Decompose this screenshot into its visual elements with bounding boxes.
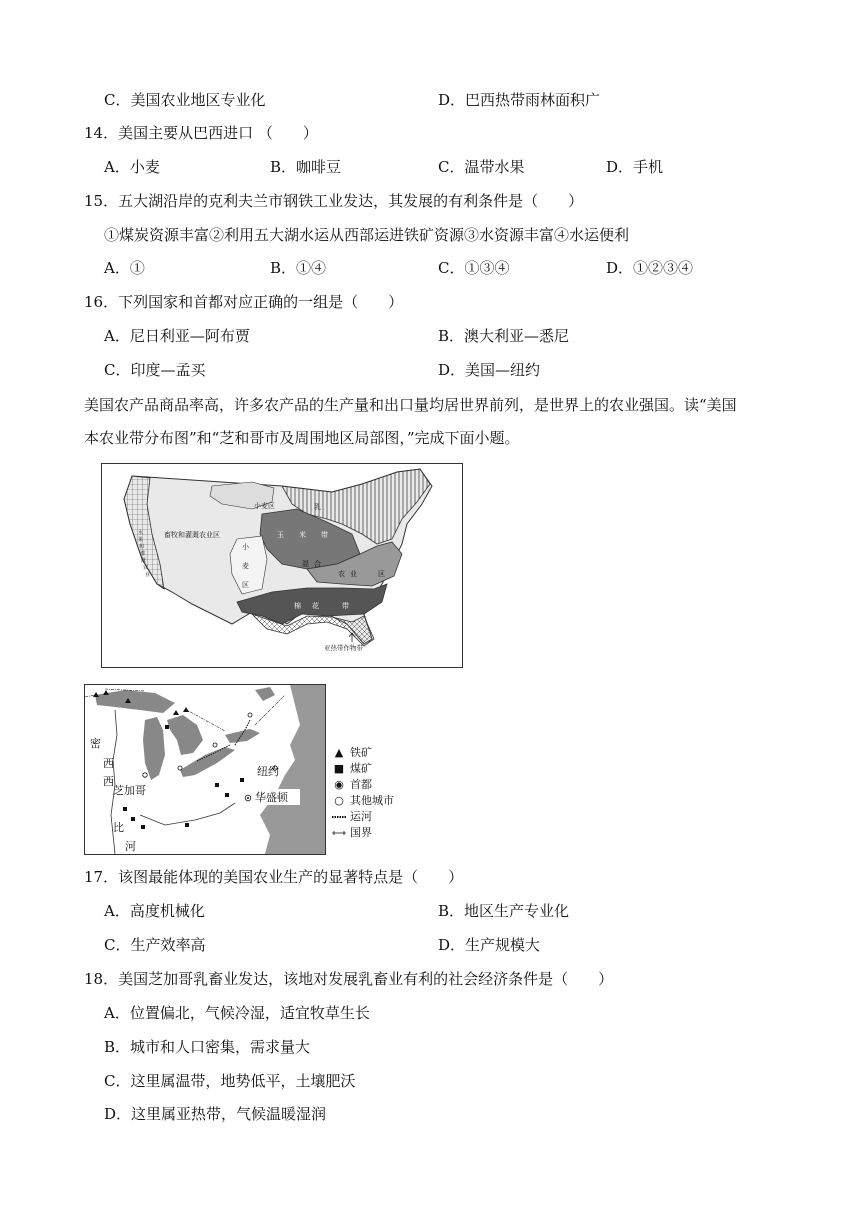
q14-option-b: B．咖啡豆 [270,158,342,176]
coal-marker [141,825,145,829]
q17-stem: 17．该图最能体现的美国农业生产的显著特点是（ ） [84,868,464,886]
label-wheat-small: 小麦区 [254,502,275,510]
label-mixed-1: 混 [302,560,309,568]
label-mixed-3: 农 [338,570,345,578]
q13-option-d: D．巴西热带雨林面积广 [438,91,601,109]
q17-option-d: D．生产规模大 [438,936,541,954]
coal-marker [240,778,244,782]
label-west-coast-7: 业 [145,572,151,578]
label-west-coast-5: 溉 [141,558,147,564]
label-cotton-2: 花 [312,602,319,610]
legend-row-capital [332,777,394,793]
q16-option-c: C．印度—孟买 [104,361,206,379]
q14-option-a: A．小麦 [104,158,160,176]
q18-option-d: D．这里属亚热带，气候温暖湿润 [104,1105,327,1123]
triangle-icon: ▲ [334,746,344,759]
label-corn-2: 米 [299,531,306,539]
label-mixed-2: 合 [314,560,321,568]
q16-option-d: D．美国—纽约 [438,361,541,379]
canal-icon [332,809,346,825]
label-mixed-4: 业 [350,570,357,578]
label-cotton-1: 棉 [294,602,301,610]
q14-stem: 14．美国主要从巴西进口 （ ） [84,124,318,142]
us-agriculture-belt-map [101,463,463,668]
q15-stem: 15．五大湖沿岸的克利夫兰市钢铁工业发达，其发展的有利条件是（ ） [84,192,584,210]
legend-label-border: 国界 [350,826,372,839]
border-icon [332,825,346,841]
q14-option-c: C．温带水果 [438,158,525,176]
city-marker [213,743,217,747]
label-mississippi-5: 河 [125,840,136,853]
q14-option-d: D．手机 [606,158,664,176]
label-mississippi-2: 西 [103,757,114,770]
q18-option-a: A．位置偏北，气候冷湿，适宜牧草生长 [104,1004,370,1022]
label-corn-1: 玉 [277,531,284,539]
label-corn-3: 带 [321,531,328,539]
label-mississippi-3: 西 [103,775,114,788]
label-wheat-big-2: 麦 [242,562,249,570]
legend-label-city: 其他城市 [350,794,394,807]
label-chicago: 芝加哥 [113,784,146,797]
label-cotton-3: 带 [342,602,349,610]
intro-line-2: 本农业带分布图”和“芝和哥市及周围地区局部图，”完成下面小题。 [84,429,520,447]
square-icon: ■ [333,762,345,775]
q15-option-c: C．①③④ [438,259,510,277]
legend-label-coal: 煤矿 [350,762,372,775]
q17-option-c: C．生产效率高 [104,936,206,954]
intro-line-1: 美国农产品商品率高，许多农产品的生产量和出口量均居世界前列，是世界上的农业强国。读“美国 [84,396,737,414]
label-mississippi-4: 比 [113,821,124,834]
label-west-coast-2: 果 [138,537,144,543]
coal-marker [185,823,189,827]
q15-conditions: ①煤炭资源丰富②利用五大湖水运从西部运进铁矿资源③水资源丰富④水运便利 [104,226,630,244]
q18-stem: 18．美国芝加哥乳畜业发达，该地对发展乳畜业有利的社会经济条件是（ ） [84,970,614,988]
q16-stem: 16．下列国家和首都对应正确的一组是（ ） [84,293,404,311]
q16-option-b: B．澳大利亚—悉尼 [438,327,570,345]
legend-row-border [332,825,394,841]
coal-marker [225,793,229,797]
label-mixed-5: 区 [378,570,385,578]
q17-option-a: A．高度机械化 [104,902,205,920]
coal-marker [215,783,219,787]
label-west-coast-6: 农 [143,565,149,571]
label-dairy: 乳 [314,503,321,511]
map-legend [332,745,394,841]
label-subtropical: 亚热带作物带 [324,644,363,652]
q16-option-a: A．尼日利亚—阿布贾 [104,327,250,345]
q15-option-d: D．①②③④ [606,259,694,277]
q15-option-a: A．① [104,259,145,277]
label-wheat-big-1: 小 [242,543,249,551]
capital-icon: ◉ [334,778,344,791]
coal-marker [131,817,135,821]
q15-option-b: B．①④ [270,259,327,277]
legend-row-city [332,793,394,809]
coal-marker [165,725,169,729]
label-newyork: 纽约 [257,765,279,778]
label-ranch: 畜牧和灌溉农业区 [164,531,220,539]
coal-marker [123,807,127,811]
city-icon: ○ [334,794,344,807]
city-marker [178,766,182,770]
label-west-coast-3: 和 [139,544,145,550]
legend-label-iron: 铁矿 [350,746,372,759]
city-marker [248,713,252,717]
label-west-coast-1: 水 [138,530,144,536]
legend-row-canal [332,809,394,825]
chicago-region-map [84,684,326,855]
legend-row-iron [332,745,394,761]
label-washington: 华盛顿 [255,791,288,804]
legend-label-capital: 首都 [350,778,372,791]
label-mississippi-1: 密 [90,737,101,750]
q18-option-b: B．城市和人口密集，需求量大 [104,1038,311,1056]
label-wheat-big-3: 区 [242,581,249,589]
q18-option-c: C．这里属温带，地势低平，土壤肥沃 [104,1072,356,1090]
label-west-coast-4: 灌 [140,551,146,557]
chicago-city-marker [143,773,147,777]
q17-option-b: B．地区生产专业化 [438,902,570,920]
legend-label-canal: 运河 [350,810,372,823]
q13-option-c: C．美国农业地区专业化 [104,91,266,109]
legend-row-coal [332,761,394,777]
